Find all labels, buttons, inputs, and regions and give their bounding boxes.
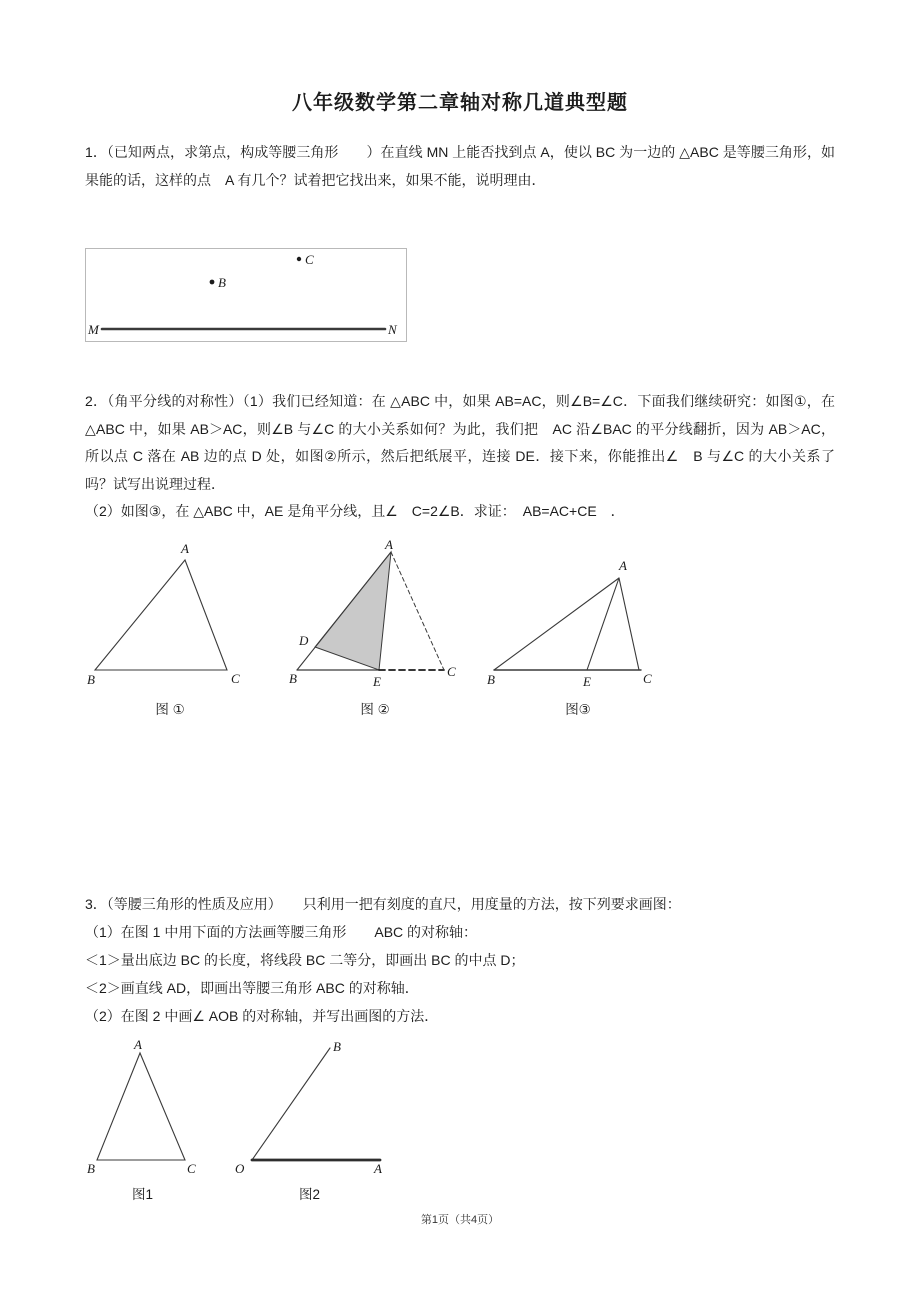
- vertex-b-label: B: [87, 1160, 95, 1175]
- figure-tu1-block: [85, 1040, 200, 1203]
- point-e-label: E: [373, 673, 381, 689]
- vertex-a-label: A: [619, 557, 627, 573]
- problem1-figure: [85, 248, 407, 342]
- vertex-a-label: A: [385, 539, 393, 552]
- page-footer: 第1页（共4页）: [420, 1213, 500, 1226]
- figure-2-caption: 图 ②: [360, 701, 390, 717]
- problem2-part2-text: （2）如图③，在 △ABC 中，AE 是角平分线，且∠ C=2∠B．求证： AB=AC+CE ．: [85, 503, 625, 519]
- problem2-section: [85, 388, 835, 526]
- triangle-abc: [95, 560, 227, 670]
- vertex-o-label: O: [235, 1160, 245, 1175]
- vertex-a-label: A: [134, 1039, 142, 1052]
- figure-tu1-caption: 图1: [131, 1186, 153, 1202]
- figure-tu1-svg: [85, 1040, 200, 1175]
- point-a-label: A: [374, 1160, 382, 1175]
- point-n-label: N: [388, 322, 397, 337]
- vertex-b-label: B: [487, 671, 495, 687]
- figure-1-block: [85, 540, 255, 718]
- point-m-label: M: [88, 322, 99, 337]
- problem3-section: [85, 890, 835, 1030]
- figure-2-svg: [289, 540, 461, 690]
- figure-tu2-block: [232, 1040, 387, 1203]
- problem3-intro: 3．（等腰三角形的性质及应用） 只利用一把有刻度的直尺，用度量的方法，按下列要求画图：: [85, 895, 681, 912]
- point-c-label: C: [305, 252, 314, 267]
- point-e-label: E: [583, 673, 591, 689]
- page-title: 八年级数学第二章轴对称几道典型题: [292, 92, 628, 114]
- folded-region-ade: [315, 552, 391, 670]
- point-b-dot: [210, 280, 215, 285]
- point-d-label: D: [299, 632, 309, 648]
- figure-1-svg: [85, 540, 255, 690]
- point-b-label: B: [333, 1039, 341, 1054]
- problem3-sub1: ＜1＞量出底边 BC 的长度，将线段 BC 二等分，即画出 BC 的中点 D；: [85, 951, 525, 968]
- vertex-b-label: B: [87, 671, 95, 687]
- vertex-c-label: C: [187, 1160, 196, 1175]
- problem2-part1-text: 2．（角平分线的对称性）（1）我们已经知道：在 △ABC 中，如果 AB=AC，则∠B=∠C．下面我们继续研究：如图①，在 △ABC 中，如果 AB＞AC，则∠B 与∠C 的大小关系如何？为此，我们把 AC 沿∠BAC 的平分线翻折，因为 AB＞AC，所以点 C 落在 AB 边的点 D 处，如图②所示，然后把纸展平，连接 DE．接下来，你能推出∠ B 与∠C 的大小关系了吗？试写出说理过程．: [85, 393, 835, 492]
- ray-ob: [252, 1048, 330, 1160]
- vertex-c-label: C: [231, 670, 240, 686]
- figure-1-caption: 图 ①: [155, 701, 185, 717]
- figure-3-caption: 图③: [565, 701, 591, 717]
- problem1-text: 1．（已知两点，求第点，构成等腰三角形 ）在直线 MN 上能否找到点 A，使以 BC 为一边的 △ABC 是等腰三角形，如果能的话，这样的点 A 有几个？试着把它找出来，如果不能，说明理由．: [85, 144, 835, 188]
- vertex-c-label: C: [643, 670, 652, 686]
- figure-tu2-caption: 图2: [298, 1186, 320, 1202]
- point-b-label: B: [218, 275, 226, 290]
- problem2-figures: [85, 540, 835, 718]
- side-ac-dashed: [391, 552, 444, 670]
- problem3-figures: [85, 1040, 835, 1203]
- side-ba: [494, 578, 619, 670]
- problem3-sub2: ＜2＞画直线 AD，即画出等腰三角形 ABC 的对称轴．: [85, 979, 419, 996]
- side-ac: [619, 578, 639, 670]
- bisector-ae: [587, 578, 619, 670]
- vertex-b-label: B: [289, 670, 297, 686]
- problem1-figure-svg: [86, 249, 404, 339]
- figure-3-svg: [487, 540, 669, 690]
- figure-tu2-svg: [232, 1040, 387, 1175]
- figure-2-block: [289, 540, 461, 718]
- vertex-a-label: A: [181, 540, 189, 556]
- point-c-dot: [297, 257, 301, 261]
- triangle-abc: [97, 1053, 185, 1160]
- vertex-c-label: C: [447, 663, 456, 679]
- figure-3-block: [487, 540, 669, 718]
- problem3-item1: （1）在图 1 中用下面的方法画等腰三角形 ABC 的对称轴：: [85, 923, 478, 940]
- problem3-item2: （2）在图 2 中画∠ AOB 的对称轴，并写出画图的方法．: [85, 1007, 439, 1024]
